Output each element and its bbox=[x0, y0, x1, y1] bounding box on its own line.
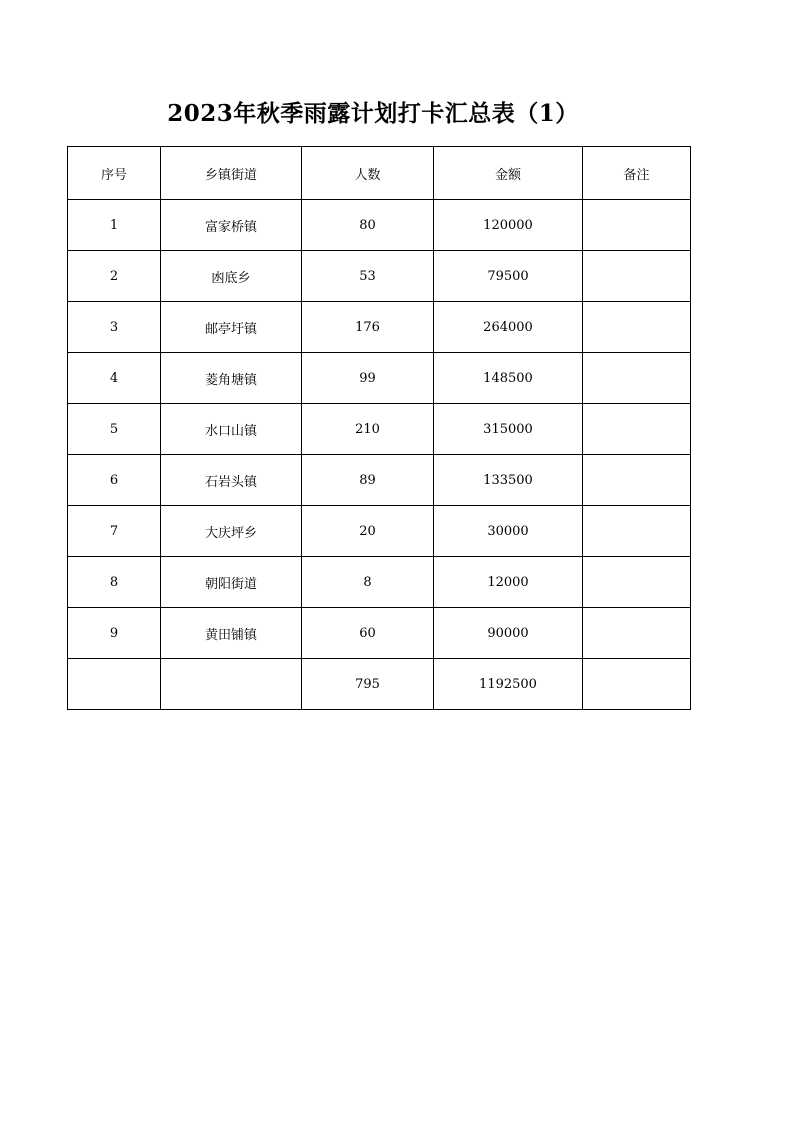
table-row bbox=[68, 353, 691, 404]
table-row bbox=[68, 200, 691, 251]
cell-no: 8 bbox=[68, 557, 161, 608]
total-note bbox=[583, 659, 691, 710]
cell-town: 邮亭圩镇 bbox=[161, 302, 302, 353]
cell-note bbox=[583, 404, 691, 455]
cell-count: 99 bbox=[302, 353, 434, 404]
cell-no: 7 bbox=[68, 506, 161, 557]
cell-no: 3 bbox=[68, 302, 161, 353]
cell-amount: 90000 bbox=[434, 608, 583, 659]
cell-count: 60 bbox=[302, 608, 434, 659]
total-amount: 1192500 bbox=[434, 659, 583, 710]
cell-count: 8 bbox=[302, 557, 434, 608]
total-count: 795 bbox=[302, 659, 434, 710]
table-row bbox=[68, 506, 691, 557]
table-total-row bbox=[68, 659, 691, 710]
cell-note bbox=[583, 506, 691, 557]
cell-no: 6 bbox=[68, 455, 161, 506]
cell-amount: 30000 bbox=[434, 506, 583, 557]
table-row bbox=[68, 251, 691, 302]
cell-note bbox=[583, 557, 691, 608]
total-town bbox=[161, 659, 302, 710]
cell-town: 朝阳街道 bbox=[161, 557, 302, 608]
cell-town: 大庆坪乡 bbox=[161, 506, 302, 557]
header-count: 人数 bbox=[302, 147, 434, 200]
cell-note bbox=[583, 608, 691, 659]
cell-count: 176 bbox=[302, 302, 434, 353]
cell-count: 89 bbox=[302, 455, 434, 506]
header-town: 乡镇街道 bbox=[161, 147, 302, 200]
cell-town: 黄田铺镇 bbox=[161, 608, 302, 659]
table-row bbox=[68, 302, 691, 353]
cell-note bbox=[583, 200, 691, 251]
cell-note bbox=[583, 302, 691, 353]
cell-count: 53 bbox=[302, 251, 434, 302]
cell-count: 80 bbox=[302, 200, 434, 251]
cell-amount: 148500 bbox=[434, 353, 583, 404]
cell-amount: 315000 bbox=[434, 404, 583, 455]
cell-amount: 12000 bbox=[434, 557, 583, 608]
table-header-row bbox=[68, 147, 691, 200]
cell-amount: 264000 bbox=[434, 302, 583, 353]
cell-count: 210 bbox=[302, 404, 434, 455]
cell-town: 富家桥镇 bbox=[161, 200, 302, 251]
total-no bbox=[68, 659, 161, 710]
cell-no: 4 bbox=[68, 353, 161, 404]
cell-amount: 79500 bbox=[434, 251, 583, 302]
cell-note bbox=[583, 455, 691, 506]
cell-count: 20 bbox=[302, 506, 434, 557]
header-amount: 金额 bbox=[434, 147, 583, 200]
cell-town: 菱角塘镇 bbox=[161, 353, 302, 404]
page-title: 2023年秋季雨露计划打卡汇总表（1） bbox=[167, 100, 579, 127]
table-row bbox=[68, 455, 691, 506]
table-row bbox=[68, 404, 691, 455]
summary-table bbox=[67, 146, 691, 710]
cell-no: 5 bbox=[68, 404, 161, 455]
cell-note bbox=[583, 251, 691, 302]
cell-town: 凼底乡 bbox=[161, 251, 302, 302]
cell-town: 石岩头镇 bbox=[161, 455, 302, 506]
cell-amount: 120000 bbox=[434, 200, 583, 251]
table-row bbox=[68, 608, 691, 659]
header-no: 序号 bbox=[68, 147, 161, 200]
cell-amount: 133500 bbox=[434, 455, 583, 506]
header-note: 备注 bbox=[583, 147, 691, 200]
table-row bbox=[68, 557, 691, 608]
cell-no: 2 bbox=[68, 251, 161, 302]
cell-note bbox=[583, 353, 691, 404]
cell-no: 1 bbox=[68, 200, 161, 251]
cell-no: 9 bbox=[68, 608, 161, 659]
cell-town: 水口山镇 bbox=[161, 404, 302, 455]
